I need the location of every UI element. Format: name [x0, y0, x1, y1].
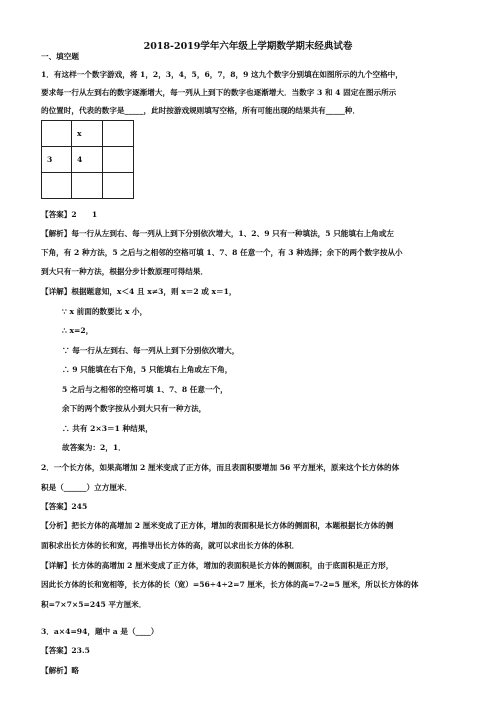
q2-text-line-2: 积是（______）立方厘米． — [41, 483, 133, 492]
q1-analysis-line-2: 下角，有 2 种方法，5 之后与之相邻的空格可填 1、7、8 任意一个，有 3 种选择；余下的两个数字按从小 — [41, 248, 403, 257]
grid-cell — [42, 173, 72, 199]
q1-detail-line-7: 余下的两个数字按从小到大只有一种方法， — [62, 404, 207, 413]
analysis-label: 【解析】 — [41, 666, 72, 675]
number-grid — [41, 120, 134, 199]
q3-text-line-1: 3．a×4=94，题中 a 是（____） — [41, 627, 159, 636]
analysis-label: 【分析】 — [41, 521, 72, 530]
detail-text: 长方体的高增加 2 厘米变成了正方体，增加的表面积是长方体的侧面积，由于底面积是正方形， — [71, 561, 394, 570]
grid-cell: x — [72, 121, 103, 147]
q1-analysis-line-1 — [41, 229, 394, 239]
q3-analysis — [41, 666, 79, 676]
q1-text-line-2: 要求每一行从左到右的数字逐渐增大，每一列从上到下的数字也逐渐增大．当数字 3 和 4 固定在图示所示 — [41, 88, 397, 97]
q3-answer — [41, 646, 90, 656]
detail-label: 【详解】 — [41, 561, 72, 570]
analysis-text: 把长方体的高增加 2 厘米变成了正方体，增加的表面积是长方体的侧面积，本题根据长方体的侧 — [71, 521, 394, 530]
q1-detail-line-8: ∴ 共有 2×3＝1 种结果， — [62, 424, 153, 433]
q1-detail-line-9: 故答案为：2，1． — [62, 443, 126, 452]
q2-detail-line-2: 因此长方体的长和宽相等，长方体的长（宽）=56÷4÷2=7 厘米，长方体的高=7-2=5 厘米，所以长方体的体 — [41, 580, 419, 589]
detail-label: 【详解】 — [41, 287, 72, 296]
q2-answer — [41, 502, 87, 512]
q2-detail-line-1 — [41, 561, 393, 571]
q1-detail-line-6: 5 之后与之相邻的空格可填 1、7、8 任意一个， — [62, 385, 228, 394]
grid-row — [42, 173, 134, 199]
answer-label: 【答案】 — [41, 210, 72, 219]
answer-value: 245 — [71, 502, 88, 511]
analysis-text: 每一行从左到右、每一列从上到下分别依次增大，1、2、9 只有一种填法，5 只能填右上角或左 — [71, 229, 394, 238]
analysis-text: 略 — [71, 666, 79, 675]
q1-text-line-1: 1．有这样一个数字游戏，将 1，2，3，4，5，6，7，8，9 这九个数字分别填在如图所示的九个空格中， — [41, 70, 403, 79]
q2-analysis-line-2: 面积求出长方体的长和宽，再推导出长方体的高，就可以求出长方体的体积． — [41, 541, 300, 550]
q2-analysis-line-1 — [41, 521, 393, 531]
answer-label: 【答案】 — [41, 502, 72, 511]
q1-analysis-line-3: 到大只有一种方法，根据分步计数原理可得结果． — [41, 267, 209, 276]
q1-detail-line-3: ∴ x=2， — [62, 326, 94, 335]
grid-cell — [103, 121, 134, 147]
grid-cell — [72, 173, 103, 199]
detail-text: 根据题意知，x＜4 且 x≠3，则 x＝2 或 x＝1， — [71, 287, 237, 296]
grid-row — [42, 121, 134, 147]
grid-cell — [42, 121, 72, 147]
analysis-label: 【解析】 — [41, 229, 72, 238]
q1-answer — [41, 210, 97, 220]
q1-detail-line-1 — [41, 287, 237, 297]
q1-detail-line-2: ∵ x 前面的数要比 x 小， — [62, 307, 148, 316]
q2-text-line-1: 2．一个长方体，如果高增加 2 厘米变成了正方体，而且表面积要增加 56 平方厘米，原来这个长方体的体 — [41, 463, 400, 472]
q1-detail-line-4: ∵ 每一行从左到右、每一列从上到下分别依次增大， — [62, 346, 240, 355]
section-heading: 一、填空题 — [41, 52, 79, 61]
q1-text-line-3: 的位置时，代表的数字是_____，此时按游戏规则填写空格，所有可能出现的结果共有_____种． — [41, 106, 360, 115]
answer-value: 23.5 — [71, 646, 90, 655]
grid-row — [42, 147, 134, 173]
grid-cell — [103, 147, 134, 173]
q2-detail-line-3: 积=7×7×5=245 平方厘米． — [41, 600, 147, 609]
page-title: 2018-2019学年六年级上学期数学期末经典试卷 — [143, 41, 353, 52]
grid-cell: 4 — [72, 147, 103, 173]
q1-detail-line-5: ∴ 9 只能填在右下角，5 只能填右上角或左下角， — [62, 365, 233, 374]
answer-label: 【答案】 — [41, 646, 72, 655]
answer-value: 2 1 — [71, 210, 98, 219]
grid-cell — [103, 173, 134, 199]
grid-cell: 3 — [42, 147, 72, 173]
